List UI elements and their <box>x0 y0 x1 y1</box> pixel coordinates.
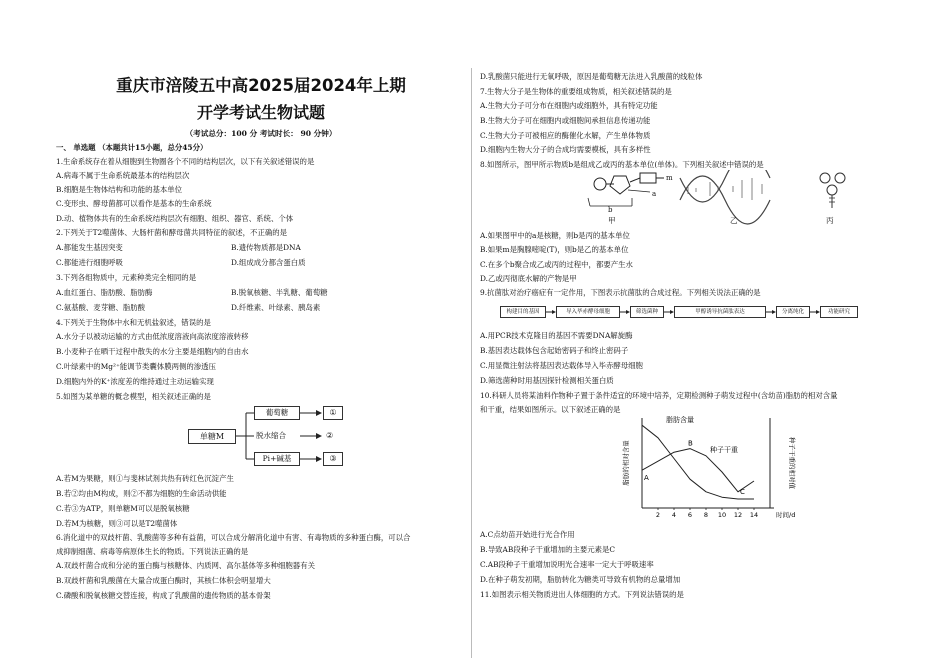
q3-option-d: D.纤维素、叶绿素、胰岛素 <box>231 303 321 312</box>
flow-step-2: 导入毕赤酵母细胞 <box>556 306 620 318</box>
point-a-label: A <box>644 474 649 483</box>
q7-stem: 7.生物大分子是生物体的重要组成物质，相关叙述错误的是 <box>480 87 672 96</box>
flow-step-1: 构建目的基因 <box>500 306 546 318</box>
q5-option-d: D.若M为核糖，则③可以是T2噬菌体 <box>56 519 178 528</box>
q2-option-a: A.都能发生基因突变 <box>56 243 123 252</box>
y-axis-right-title: 种子干重的相对值 <box>788 437 796 489</box>
flow-step-6: 功能研究 <box>820 306 858 318</box>
x-tick-label: 12 <box>733 511 743 519</box>
q10-stem-line2: 和干重，结果如图所示。以下叙述正确的是 <box>480 405 621 414</box>
label-m: m <box>666 174 673 182</box>
q6-option-a: A.双歧杆菌合成和分泌的蛋白酶与核糖体、内质网、高尔基体等多种细胞器有关 <box>56 561 315 570</box>
q1-option-b: B.细胞是生物体结构和功能的基本单位 <box>56 185 183 194</box>
pi-base-box: Pi+碱基 <box>254 452 300 466</box>
q8-option-c: C.在多个b聚合成乙或丙的过程中，都要产生水 <box>480 260 633 269</box>
q3-stem: 3.下列各组物质中，元素种类完全相同的是 <box>56 273 197 282</box>
q4-option-c: C.叶绿素中的Mg²⁺能调节类囊体膜两侧的渗透压 <box>56 362 216 371</box>
q4-option-b: B.小麦种子在晒干过程中散失的水分主要是细胞内的自由水 <box>56 347 249 356</box>
exam-meta: （考试总分：100 分 考试时长： 90 分钟） <box>185 129 337 138</box>
q5-stem: 5.如图为某单糖的概念模型，相关叙述正确的是 <box>56 392 211 401</box>
q4-option-d: D.细胞内外的K⁺浓度差的维持通过主动运输实现 <box>56 377 214 386</box>
product-2-label: ② <box>326 431 334 440</box>
product-3-box: ③ <box>323 452 343 466</box>
q1-stem: 1.生命系统存在着从细胞到生物圈各个不同的结构层次，以下有关叙述错误的是 <box>56 157 315 166</box>
x-tick-label: 6 <box>687 511 693 519</box>
q1-option-a: A.病毒不属于生命系统最基本的结构层次 <box>56 171 190 180</box>
fat-content-label: 脂肪含量 <box>666 416 694 424</box>
q9-option-a: A.用PCR技术克隆目的基因不需要DNA解旋酶 <box>480 331 633 340</box>
dehydration-label: 脱水缩合 <box>256 431 286 440</box>
q8-figure <box>570 170 890 226</box>
x-tick-label: 4 <box>671 511 677 519</box>
label-yi: 乙 <box>730 216 738 225</box>
q3-option-b: B.脱氧核糖、半乳糖、葡萄糖 <box>231 288 328 297</box>
q6-stem-line1: 6.消化道中的双歧杆菌、乳酸菌等多种有益菌，可以合成分解消化道中有害、有毒物质的多种蛋白酶，可以合 <box>56 533 411 542</box>
q9-flowchart <box>500 302 880 322</box>
q6-option-c: C.磷酸和脱氧核糖交替连接，构成了乳酸菌的遗传物质的基本骨架 <box>56 591 271 600</box>
q7-option-c: C.生物大分子可被相应的酶催化水解，产生单体物质 <box>480 131 651 140</box>
q4-stem: 4.下列关于生物体中水和无机盐叙述，错误的是 <box>56 318 211 327</box>
q8-option-a: A.如果图甲中的a是核糖，则b是丙的基本单位 <box>480 231 630 240</box>
label-b: b <box>608 206 613 214</box>
q2-option-b: B.遗传物质都是DNA <box>231 243 301 252</box>
x-tick-label: 2 <box>655 511 661 519</box>
q2-option-c: C.都能进行细胞呼吸 <box>56 258 123 267</box>
x-axis-title: 时间/d <box>776 511 796 519</box>
column-divider <box>471 68 472 658</box>
y-axis-left-title: 脂肪的相对含量 <box>622 440 630 486</box>
q3-option-a: A.血红蛋白、脂肪酸、脂肪酶 <box>56 288 153 297</box>
q10-stem-line1: 10.科研人员将某油料作物种子置于条件适宜的环境中培养，定期检测种子萌发过程中(含幼苗)脂肪的相对含量 <box>480 391 838 400</box>
section-heading: 一、 单选题 （本题共计15小题，总分45分） <box>56 143 208 152</box>
q10-chart-svg <box>620 412 800 526</box>
q2-stem: 2.下列关于T2噬菌体、大肠杆菌和酵母菌共同特征的叙述，不正确的是 <box>56 228 288 237</box>
q7-option-b: B.生物大分子可在细胞内或细胞间承担信息传递功能 <box>480 116 651 125</box>
q7-option-a: A.生物大分子可分布在细胞内或细胞外，具有特定功能 <box>480 101 658 110</box>
monosaccharide-m-box: 单糖M <box>188 429 236 444</box>
label-jia: 甲 <box>608 216 616 225</box>
flow-step-5: 分离纯化 <box>776 306 810 318</box>
q9-stem: 9.抗菌肽对治疗癌症有一定作用，下图表示抗菌肽的合成过程。下列相关说法正确的是 <box>480 288 761 297</box>
q1-option-c: C.变形虫、酵母菌都可以看作是基本的生命系统 <box>56 199 212 208</box>
q9-option-b: B.基因表达载体包含起始密码子和终止密码子 <box>480 346 629 355</box>
q7-option-d: D.细胞内生物大分子的合成均需要模板，具有多样性 <box>480 145 651 154</box>
q5-concept-figure <box>186 402 346 470</box>
point-b-label: B <box>688 439 693 448</box>
q4-option-a: A.水分子以被动运输的方式由低浓度溶液向高浓度溶液转移 <box>56 332 249 341</box>
q6-option-b: B.双歧杆菌和乳酸菌在大量合成蛋白酶时，其核仁体积会明显增大 <box>56 576 271 585</box>
q6-option-d: D.乳酸菌只能进行无氧呼吸，原因是葡萄糖无法进入乳酸菌的线粒体 <box>480 72 703 81</box>
flow-step-3: 筛选菌种 <box>630 306 664 318</box>
q3-option-c: C.氨基酸、麦芽糖、脂肪酸 <box>56 303 146 312</box>
q5-option-b: B.若②均由M构成，则②不都为细胞的生命活动供能 <box>56 489 227 498</box>
glucose-box: 葡萄糖 <box>254 406 300 420</box>
title-line2: 开学考试生物试题 <box>196 103 325 122</box>
point-c-label: C <box>740 487 745 496</box>
q8-option-d: D.乙或丙彻底水解的产物是甲 <box>480 274 577 283</box>
q8-stem: 8.如图所示，图甲所示物质b是组成乙或丙的基本单位(单体)。下列相关叙述中错误的是 <box>480 160 764 169</box>
label-a: a <box>652 190 657 198</box>
fat-content-line <box>642 425 754 499</box>
q10-option-c: C.AB段种子干重增加说明光合速率一定大于呼吸速率 <box>480 560 654 569</box>
q5-option-a: A.若M为果糖，则①与斐林试剂共热有砖红色沉淀产生 <box>56 474 234 483</box>
q10-option-d: D.在种子萌发初期，脂肪转化为糖类可导致有机物的总量增加 <box>480 575 681 584</box>
q10-option-b: B.导致AB段种子干重增加的主要元素是C <box>480 545 616 554</box>
q8-option-b: B.如果m是胸腺嘧啶(T)，则b是乙的基本单位 <box>480 245 629 254</box>
x-tick-label: 8 <box>703 511 709 519</box>
q6-stem-line2: 成抑制细菌、病毒等病原体生长的物质。下列说法正确的是 <box>56 547 249 556</box>
q2-option-d: D.组成成分都含蛋白质 <box>231 258 306 267</box>
q9-option-c: C.用显微注射法将基因表达载体导入毕赤酵母细胞 <box>480 361 643 370</box>
q9-option-d: D.筛选菌种时用基因探针检测相关蛋白质 <box>480 376 614 385</box>
x-tick-label: 10 <box>717 511 727 519</box>
title-line1: 重庆市涪陵五中高2025届2024年上期 <box>116 76 406 95</box>
dry-weight-label: 种子干重 <box>710 446 738 455</box>
q11-stem: 11.如图表示相关物质进出人体细胞的方式。下列说法错误的是 <box>480 590 684 599</box>
label-bing: 丙 <box>826 216 834 225</box>
q10-chart <box>620 412 800 526</box>
q5-option-c: C.若③为ATP，则单糖M可以是脱氧核糖 <box>56 504 190 513</box>
x-tick-label: 14 <box>749 511 759 519</box>
product-1-box: ① <box>323 406 343 420</box>
flow-step-4: 甲醇诱导抗菌肽表达 <box>674 306 766 318</box>
q10-option-a: A.C点幼苗开始进行光合作用 <box>480 530 575 539</box>
q1-option-d: D.动、植物体共有的生命系统结构层次有细胞、组织、器官、系统、个体 <box>56 214 294 223</box>
